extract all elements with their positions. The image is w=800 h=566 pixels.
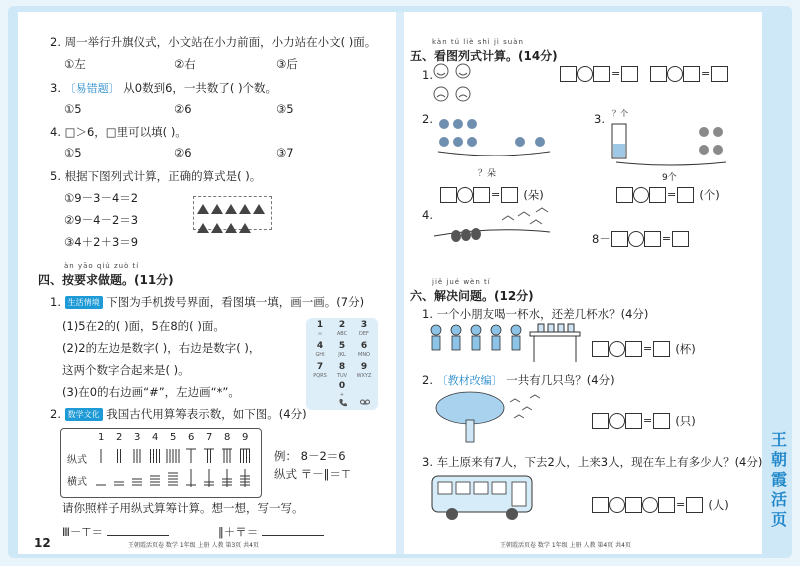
row-label-horizontal: 横式: [67, 477, 87, 488]
section-6-title: 六、解决问题。(12分): [410, 289, 534, 303]
brand-char-2: 朝: [770, 450, 787, 469]
rod-expression-1: [62, 524, 169, 540]
r4-number: 4.: [422, 208, 433, 222]
section-5-title: 五、看图列式计算。(14分): [410, 49, 558, 63]
row-label-vertical: 纵式: [67, 455, 87, 466]
r2-unit: (朵): [523, 188, 544, 202]
rod-digit-6: 6: [188, 432, 195, 443]
example-rods: 〒－‖＝⊤: [300, 467, 351, 481]
left-footer: 王朝霞活页卷 数学 1年级 上册 人教 第3页 共4页: [128, 542, 259, 549]
cup-and-sweets-figure: [610, 120, 730, 166]
sec5-pinyin: kàn tú liè shì jì suàn: [432, 38, 524, 46]
q3-option-2[interactable]: ②6: [174, 102, 192, 116]
p2-op[interactable]: [609, 413, 625, 429]
q3-option-1[interactable]: ①5: [64, 102, 82, 116]
r2-box-2[interactable]: [473, 187, 490, 203]
key-3[interactable]: 3 DEF: [359, 320, 369, 337]
p1-box-1[interactable]: [592, 341, 609, 357]
p3-box-1[interactable]: [592, 497, 609, 513]
page-spine: [396, 12, 404, 554]
tree-with-birds-figure: [430, 388, 550, 444]
p3-op-2[interactable]: [642, 497, 658, 513]
vertical-rod-7: [204, 449, 214, 463]
r3-unit: (个): [699, 188, 720, 202]
q2-option-2[interactable]: ②右: [174, 57, 196, 71]
question-2: 2. 周一举行升旗仪式，小文站在小力前面，小力站在小文( )面。: [50, 35, 377, 49]
horizontal-rod-3: [132, 479, 142, 485]
key-4[interactable]: 4 GHI: [315, 341, 325, 358]
q5-option-1[interactable]: ①9－3－4＝2: [64, 191, 139, 205]
brand-char-3: 霞: [770, 470, 787, 489]
s1-part-2b: 这两个数字合起来是( )。: [62, 363, 190, 377]
s1-text: 下图为手机拨号界面，看图填一填，画一画。(7分): [106, 295, 365, 309]
key-1[interactable]: 1 ∞: [316, 320, 324, 337]
r4-result[interactable]: [672, 231, 689, 247]
p3-equation: = (人): [592, 494, 729, 513]
q2-option-1[interactable]: ①左: [64, 57, 86, 71]
p1-unit: (杯): [675, 342, 696, 356]
key-5[interactable]: 5 JKL: [338, 341, 346, 358]
rod-digit-4: 4: [152, 432, 159, 443]
r3-equation: = (个): [616, 184, 720, 203]
r1-number: 1.: [422, 68, 433, 82]
p2-box-1[interactable]: [592, 413, 609, 429]
p1-op[interactable]: [609, 341, 625, 357]
r4-box-1[interactable]: [611, 231, 628, 247]
example-rods-line: [274, 466, 351, 482]
q3-option-3[interactable]: ③5: [276, 102, 294, 116]
bus-figure: [428, 472, 540, 524]
s2-number: 2.: [50, 407, 61, 421]
expr1-answer-line[interactable]: [107, 535, 169, 536]
r1-e1-result[interactable]: [621, 66, 638, 82]
rod-expression-2: [218, 524, 324, 540]
p1-result[interactable]: [653, 341, 670, 357]
r4-equation: 8－ =: [592, 228, 689, 247]
r3-result[interactable]: [677, 187, 694, 203]
key-6[interactable]: 6 MNO: [358, 341, 370, 358]
p3-box-2[interactable]: [625, 497, 642, 513]
p3-op-1[interactable]: [609, 497, 625, 513]
rod-digit-7: 7: [206, 432, 213, 443]
p3-result[interactable]: [686, 497, 703, 513]
q5-option-3[interactable]: ③4＋2＋3＝9: [64, 235, 139, 249]
page-number: 12: [34, 536, 51, 550]
r3-box-1[interactable]: [616, 187, 633, 203]
question-5: 5. 根据下图列式计算，正确的算式是( )。: [50, 169, 262, 183]
vertical-rod-5: [167, 449, 179, 463]
r4-op[interactable]: [628, 231, 644, 247]
vertical-rod-9: [240, 449, 250, 463]
key-0[interactable]: 0 +: [338, 381, 346, 398]
p1-box-2[interactable]: [625, 341, 642, 357]
p1-question: 1. 一个小朋友喝一杯水，还差几杯水？(4分): [422, 307, 649, 321]
r3-top-label: ？个: [612, 109, 628, 118]
vertical-rod-8: [222, 449, 232, 463]
counting-rods-table: [60, 428, 262, 498]
expr1-text: Ⅲ－⊤＝: [62, 525, 103, 539]
r1-e2-box-2[interactable]: [683, 66, 700, 82]
p2-box-2[interactable]: [625, 413, 642, 429]
triangles-figure: [193, 196, 272, 230]
question-4: 4. □＞6，□里可以填( )。: [50, 125, 187, 139]
r4-box-2[interactable]: [644, 231, 661, 247]
example-row-label: 纵式: [274, 467, 297, 481]
brand-logo: [768, 430, 790, 530]
example-line: [274, 448, 346, 464]
r1-e2-box-1[interactable]: [650, 66, 667, 82]
key-9[interactable]: 9 WXYZ: [356, 362, 372, 379]
r2-question-label: ？朵: [478, 169, 497, 179]
phone-call-icon[interactable]: [338, 398, 347, 407]
sec4-pinyin: àn yāo qiú zuò tí: [64, 262, 140, 270]
r2-op[interactable]: [457, 187, 473, 203]
p3-box-3[interactable]: [658, 497, 675, 513]
p2-question: [422, 372, 615, 388]
r3-op[interactable]: [633, 187, 649, 203]
brand-char-1: 王: [770, 430, 787, 449]
r2-result[interactable]: [501, 187, 518, 203]
p2-number: 2.: [422, 373, 433, 387]
question-3: [50, 80, 277, 96]
smiley-faces-figure: [432, 62, 478, 104]
right-footer: 王朝霞活页卷 数学 1年级 上册 人教 第4页 共4页: [500, 542, 631, 549]
p2-unit: (只): [675, 414, 696, 428]
r1-e1-op[interactable]: [577, 66, 593, 82]
math-culture-tag: 数学文化: [65, 408, 103, 421]
p3-unit: (人): [708, 498, 729, 512]
r1-e2-result[interactable]: [711, 66, 728, 82]
r3-bottom-label: 9个: [662, 173, 677, 183]
r2-box-1[interactable]: [440, 187, 457, 203]
rod-digit-1: 1: [98, 432, 105, 443]
r1-e2-op[interactable]: [667, 66, 683, 82]
p1-equation: = (杯): [592, 338, 696, 357]
horizontal-rod-7: [204, 469, 214, 487]
horizontal-rod-2: [114, 482, 124, 485]
children-and-cups-figure: [426, 322, 584, 366]
s1-question: [50, 294, 364, 310]
s1-part-1: (1)5在2的( )面，5在8的( )面。: [62, 319, 225, 333]
brand-char-4: 活: [770, 490, 787, 509]
p2-result[interactable]: [653, 413, 670, 429]
example-label: 例：: [274, 449, 297, 463]
key-7[interactable]: 7 PQRS: [313, 362, 327, 379]
key-2[interactable]: 2 ABC: [336, 320, 348, 337]
rod-digit-2: 2: [116, 432, 123, 443]
r1-e1-box-1[interactable]: [560, 66, 577, 82]
r2-number: 2.: [422, 112, 433, 126]
horizontal-rod-4: [150, 476, 160, 485]
r3-number: 3.: [594, 112, 605, 126]
section-4-title: 四、按要求做题。(11分): [38, 273, 174, 287]
rod-digit-5: 5: [170, 432, 177, 443]
voicemail-icon[interactable]: [360, 398, 370, 407]
rod-digit-9: 9: [242, 432, 249, 443]
r1-e1-box-2[interactable]: [593, 66, 610, 82]
brand-char-5: 页: [770, 510, 787, 529]
p2-text: 一共有几只鸟？(4分): [506, 373, 615, 387]
vertical-rod-2: [118, 449, 121, 463]
tricky-question-tag: 〔易错题〕: [64, 82, 120, 95]
r4-lead-text: 8－: [592, 232, 611, 246]
r1-equation-2: =: [650, 63, 728, 82]
q4-option-1[interactable]: ①5: [64, 146, 82, 160]
s2-prompt: 请你照样子用纵式算筹计算。想一想，写一写。: [62, 501, 304, 515]
textbook-adapted-tag: 〔教材改编〕: [436, 374, 503, 387]
life-situation-tag: 生活情境: [65, 296, 103, 309]
s1-part-3: (3)在0的右边画“#”，左边画“*”。: [62, 385, 240, 399]
horizontal-rod-9: [240, 469, 250, 487]
key-8[interactable]: 8 TUV: [336, 362, 348, 379]
sec6-pinyin: jiě jué wèn tí: [432, 278, 491, 286]
vertical-rod-4: [151, 449, 160, 463]
s2-question: [50, 406, 307, 422]
example-equation: 8－2＝6: [300, 449, 346, 463]
counting-rods-drawing: [61, 429, 261, 497]
rod-digit-3: 3: [134, 432, 141, 443]
vertical-rod-3: [134, 449, 140, 463]
horizontal-rod-5: [168, 473, 178, 485]
rod-digit-8: 8: [224, 432, 231, 443]
expr2-answer-line[interactable]: [262, 535, 324, 536]
p2-equation: = (只): [592, 410, 696, 429]
s2-text: 我国古代用算筹表示数，如下图。(4分): [106, 407, 307, 421]
expr2-text: ‖＋〒＝: [218, 525, 259, 539]
p3-question: 3. 车上原来有7人，下去2人，上来3人，现在车上有多少人？(4分): [422, 455, 763, 469]
horizontal-rod-6: [186, 469, 196, 487]
q3-number: 3.: [50, 81, 61, 95]
q4-option-2[interactable]: ②6: [174, 146, 192, 160]
r3-box-2[interactable]: [649, 187, 666, 203]
vertical-rod-6: [186, 449, 196, 463]
q4-option-3[interactable]: ③7: [276, 146, 294, 160]
s1-number: 1.: [50, 295, 61, 309]
horizontal-rod-8: [222, 469, 232, 487]
q5-option-2[interactable]: ②9－4－2＝3: [64, 213, 139, 227]
r2-equation: = (朵): [440, 184, 544, 203]
flowers-figure: [436, 116, 554, 156]
birds-on-wire-figure: [432, 206, 552, 252]
q2-option-3[interactable]: ③后: [276, 57, 298, 71]
s1-part-2: (2)2的左边是数字( )，右边是数字( )，: [62, 341, 261, 355]
q3-text: 从0数到6，一共数了( )个数。: [123, 81, 278, 95]
phone-keypad: [306, 318, 378, 410]
r1-equation-1: =: [560, 63, 638, 82]
